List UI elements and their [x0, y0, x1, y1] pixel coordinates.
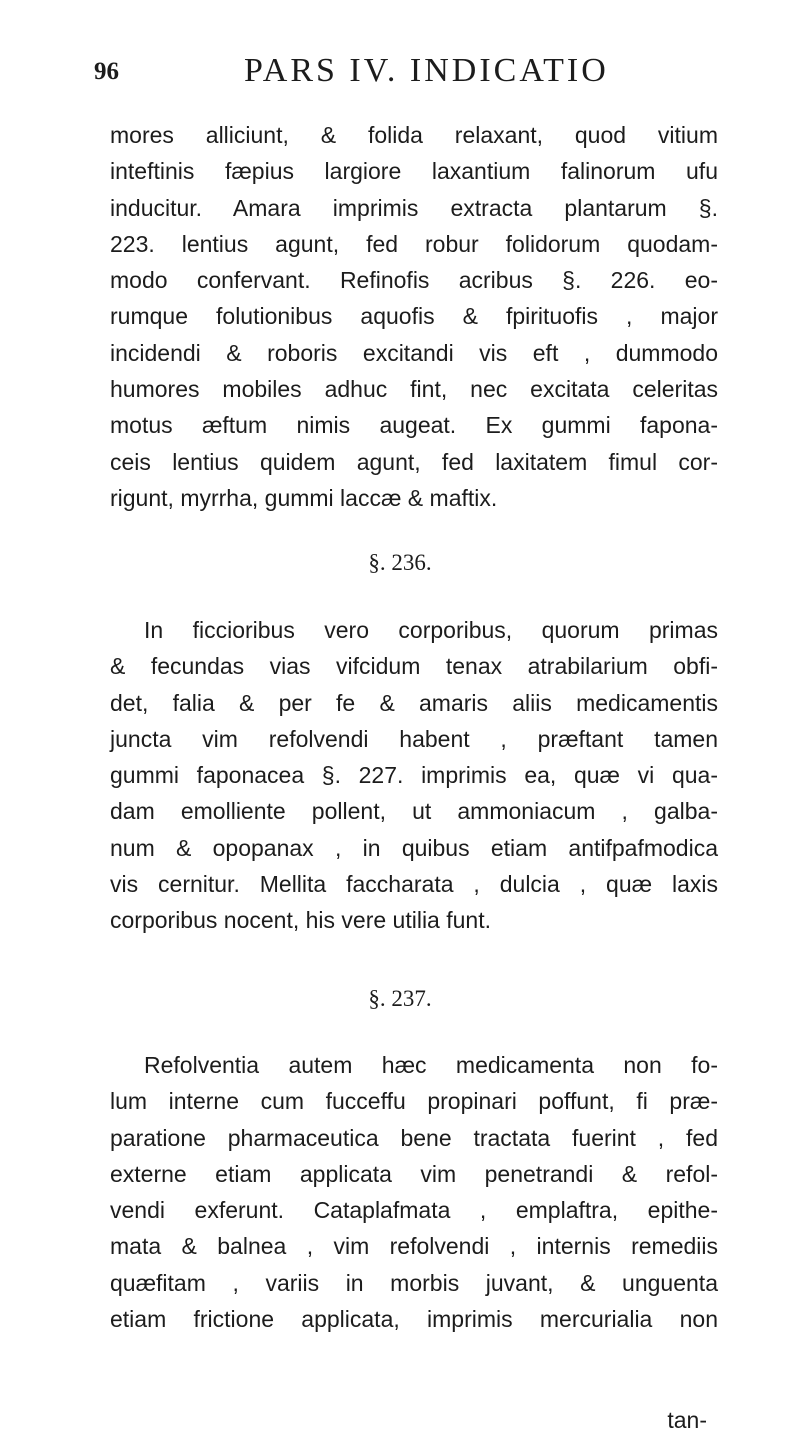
text-line: paratione pharmaceutica bene tractata fuerint , fed — [110, 1124, 718, 1151]
text-line: corporibus nocent, his vere utilia funt. — [110, 907, 491, 934]
text-line: externe etiam applicata vim penetrandi & refol- — [110, 1160, 718, 1187]
text-line: rumque folutionibus aquofis & fpirituofis , major — [110, 303, 718, 330]
text-line: In ficcioribus vero corporibus, quorum primas — [144, 617, 718, 643]
page-number: 96 — [94, 58, 119, 85]
text-line: inducitur. Amara imprimis extracta plantarum §. — [110, 194, 718, 221]
text-line: dam emolliente pollent, ut ammoniacum , galba- — [110, 798, 718, 825]
text-line: rigunt, myrrha, gummi laccæ & maftix. — [110, 484, 498, 511]
text-line: det, falia & per fe & amaris aliis medicamentis — [110, 689, 718, 716]
text-line: vendi exferunt. Cataplafmata , emplaftra, epithe- — [110, 1197, 718, 1224]
paragraph-2 — [110, 612, 718, 939]
text-line: humores mobiles adhuc fint, nec excitata celeritas — [110, 376, 718, 403]
text-line: gummi faponacea §. 227. imprimis ea, quæ vi qua- — [110, 762, 718, 789]
catchword: tan- — [667, 1407, 707, 1433]
text-line: mata & balnea , vim refolvendi , internis remediis — [110, 1233, 718, 1260]
text-line: vis cernitur. Mellita faccharata , dulcia , quæ laxis — [110, 871, 718, 898]
paragraph-3 — [110, 1047, 718, 1337]
section-heading-237: §. 237. — [368, 986, 432, 1011]
text-line: incidendi & roboris excitandi vis eft , dummodo — [110, 339, 718, 366]
section-heading-236: §. 236. — [368, 550, 432, 575]
text-line: & fecundas vias vifcidum tenax atrabilarium obfi- — [110, 653, 718, 680]
paragraph-1 — [110, 117, 718, 516]
running-title: PARS IV. INDICATIO — [244, 52, 609, 89]
text-line: quæfitam , variis in morbis juvant, & unguenta — [110, 1269, 718, 1296]
text-line: Refolventia autem hæc medicamenta non fo- — [144, 1052, 718, 1078]
text-line: modo confervant. Refinofis acribus §. 226. eo- — [110, 267, 718, 294]
text-line: 223. lentius agunt, fed robur folidorum quodam- — [110, 230, 718, 257]
text-line: inteftinis fæpius largiore laxantium falinorum ufu — [110, 158, 718, 185]
text-line: ceis lentius quidem agunt, fed laxitatem fimul cor- — [110, 448, 718, 475]
text-line: juncta vim refolvendi habent , præftant tamen — [110, 725, 718, 752]
text-line: num & opopanax , in quibus etiam antifpafmodica — [110, 834, 718, 861]
text-line: lum interne cum fucceffu propinari poffunt, fi præ- — [110, 1088, 718, 1115]
text-line: mores alliciunt, & folida relaxant, quod vitium — [110, 122, 718, 148]
text-line: motus æftum nimis augeat. Ex gummi fapona- — [110, 412, 718, 439]
text-line: etiam frictione applicata, imprimis mercurialia non — [110, 1306, 718, 1333]
page-header — [94, 52, 730, 100]
